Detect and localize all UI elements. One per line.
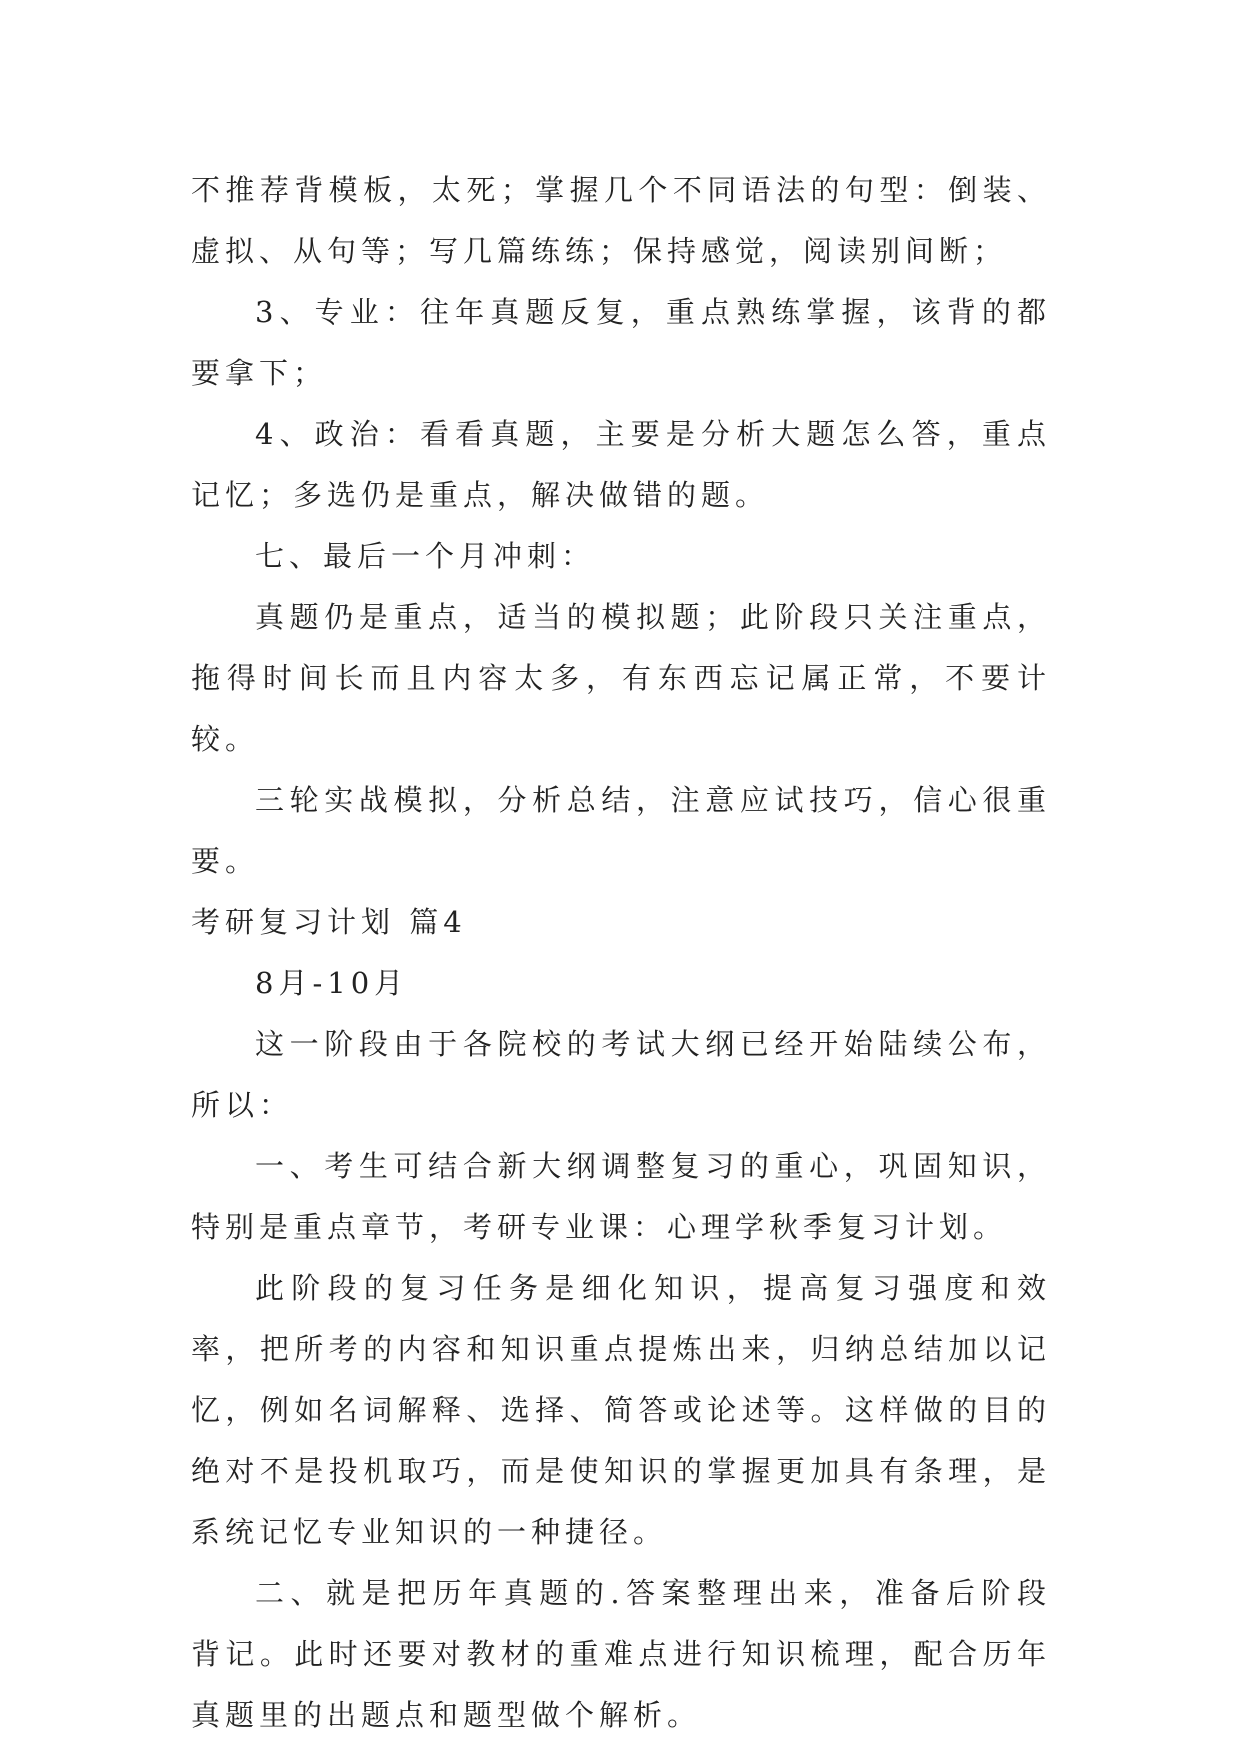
paragraph-english-writing-tips: 不推荐背模板，太死；掌握几个不同语法的句型：倒装、虚拟、从句等；写几篇练练；保持感觉，阅读别间断；: [191, 173, 1051, 268]
paragraph-major-subject: 3、专业：往年真题反复，重点熟练掌握，该背的都要拿下；: [191, 295, 1051, 390]
paragraph-syllabus-release: 这一阶段由于各院校的考试大纲已经开始陆续公布，所以：: [191, 1027, 1051, 1122]
paragraph-mock-exams: 三轮实战模拟，分析总结，注意应试技巧，信心很重要。: [191, 783, 1051, 878]
paragraph-politics: 4、政治：看看真题，主要是分析大题怎么答，重点记忆；多选仍是重点，解决做错的题。: [191, 417, 1051, 512]
paragraph-adjust-focus: 一、考生可结合新大纲调整复习的重心，巩固知识，特别是重点章节，考研专业课：心理学秋季复习计划。: [191, 1149, 1051, 1244]
period-label: 8月-10月: [255, 966, 409, 1000]
document-body: [191, 160, 1051, 1746]
paragraph-refine-knowledge: 此阶段的复习任务是细化知识，提高复习强度和效率，把所考的内容和知识重点提炼出来，归纳总结加以记忆，例如名词解释、选择、简答或论述等。这样做的目的绝对不是投机取巧，而是使知识的掌握更加具有条理，是系统记忆专业知识的一种捷径。: [191, 1271, 1051, 1549]
paragraph-final-month-focus: 真题仍是重点，适当的模拟题；此阶段只关注重点，拖得时间长而且内容太多，有东西忘记属正常，不要计较。: [191, 600, 1051, 756]
article-title: 考研复习计划 篇4: [191, 905, 467, 939]
paragraph-past-papers: 二、就是把历年真题的.答案整理出来，准备后阶段背记。此时还要对教材的重难点进行知识梳理，配合历年真题里的出题点和题型做个解析。: [191, 1576, 1051, 1732]
section-heading-final-month: 七、最后一个月冲刺：: [255, 539, 596, 573]
